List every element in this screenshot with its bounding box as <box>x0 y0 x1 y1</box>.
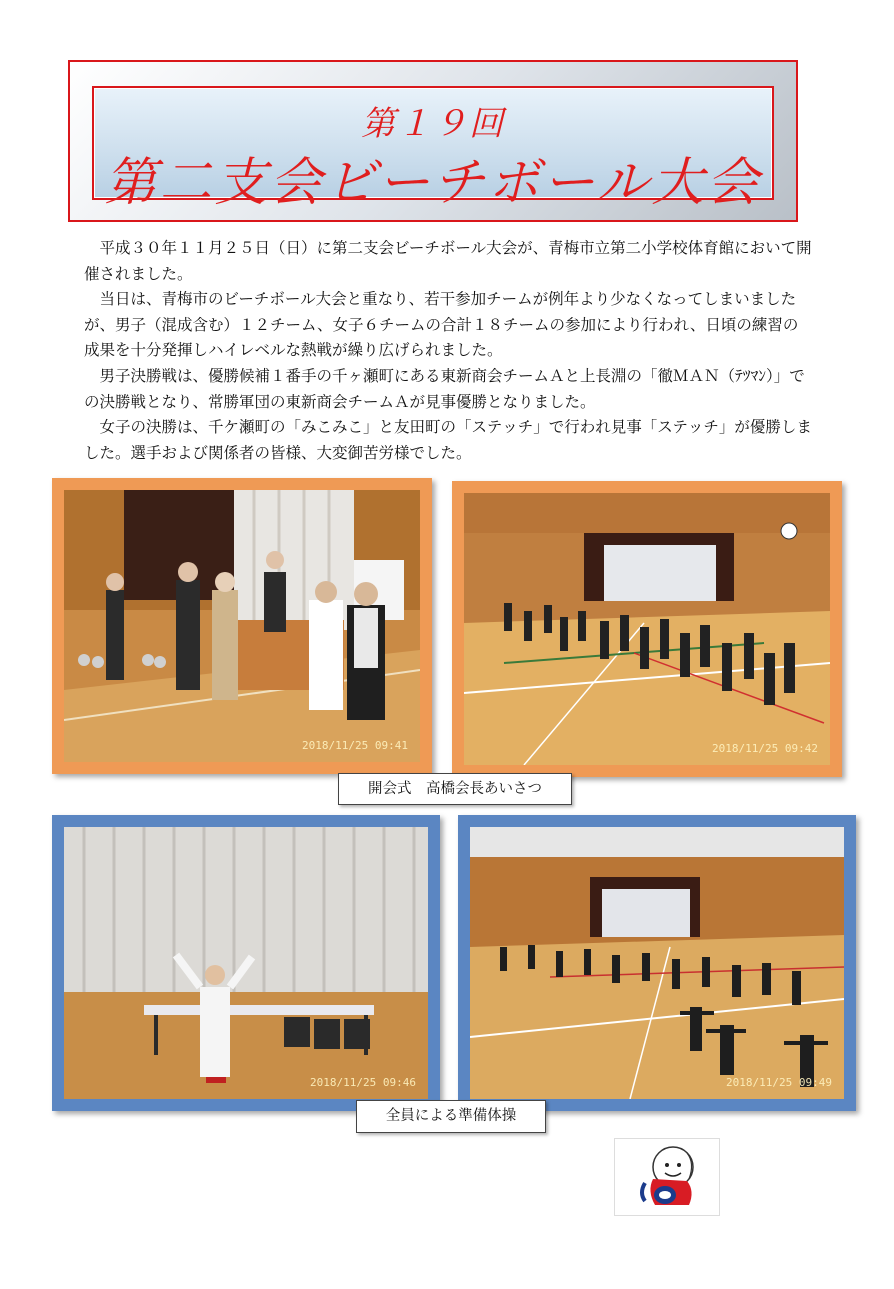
title-panel <box>92 86 774 213</box>
photo-opening-ceremony <box>52 478 432 774</box>
paragraph: 当日は、青梅市のビーチボール大会と重なり、若干参加チームが例年より少なくなってしまいましたが、男子（混成含む）１２チーム、女子６チームの合計１８チームの参加により行われ、日頃の練習の成果を十分発揮しハイレベルな熱戦が繰り広げられました。 <box>84 290 799 360</box>
title-banner <box>68 60 798 222</box>
gym-gathering-image <box>464 493 830 765</box>
photo-timestamp: 2018/11/25 09:41 <box>302 739 408 752</box>
mascot-icon <box>615 1139 719 1215</box>
paragraph: 平成３０年１１月２５日（日）に第二支会ビーチボール大会が、青梅市立第二小学校体育館において開催されました。 <box>84 239 812 283</box>
photo-group-warmup <box>458 815 856 1111</box>
photo-timestamp: 2018/11/25 09:46 <box>310 1076 416 1089</box>
article-body <box>84 236 812 466</box>
caption-opening-ceremony: 開会式 高橋会長あいさつ <box>338 773 572 805</box>
photo-gym-gathering <box>452 481 842 777</box>
mascot-logo <box>614 1138 720 1216</box>
opening-ceremony-image <box>64 490 420 762</box>
warmup-leader-image <box>64 827 428 1099</box>
photo-timestamp: 2018/11/25 09:42 <box>712 742 818 755</box>
caption-warmup: 全員による準備体操 <box>356 1100 546 1133</box>
paragraph: 男子決勝戦は、優勝候補１番手の千ヶ瀬町にある東新商会チームＡと上長淵の「徹ＭＡＮ（ﾃﾂﾏﾝ）」での決勝戦となり、常勝軍団の東新商会チームＡが見事優勝となりました。 <box>84 366 805 411</box>
photo-warmup-leader <box>52 815 440 1111</box>
group-warmup-image <box>470 827 844 1099</box>
event-edition: 第１９回 <box>361 104 505 144</box>
photo-timestamp: 2018/11/25 09:49 <box>726 1076 832 1089</box>
event-title: 第二支会ビーチボール大会 <box>104 153 762 213</box>
paragraph: 女子の決勝は、千ケ瀬町の「みこみこ」と友田町の「ステッチ」で行われ見事「ステッチ」が優勝しました。選手および関係者の皆様、大変御苦労様でした。 <box>84 418 812 462</box>
